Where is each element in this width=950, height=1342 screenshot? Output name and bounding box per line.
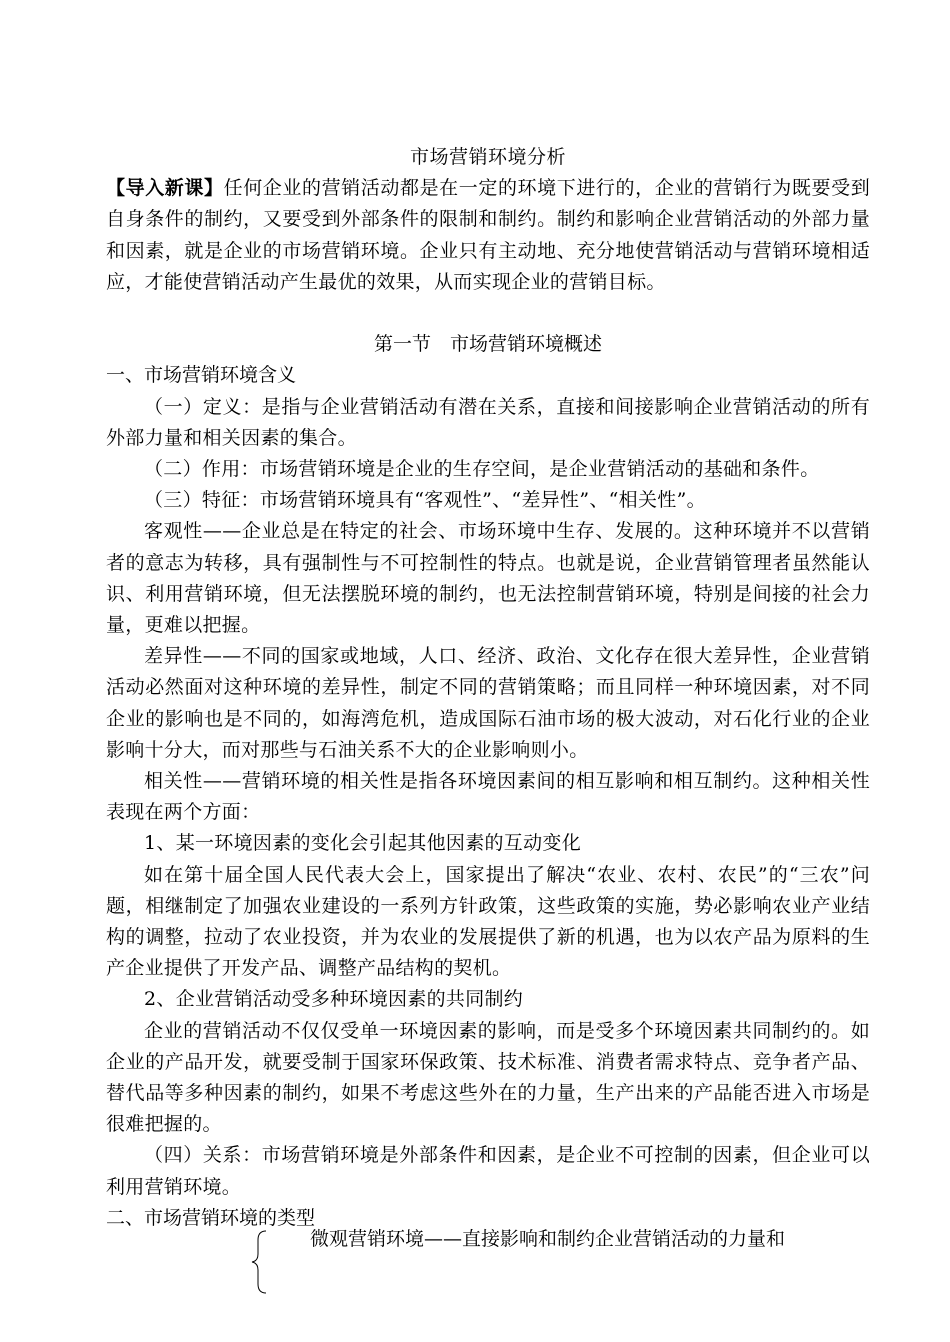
section-title: 第一节 市场营销环境概述 bbox=[373, 333, 602, 356]
left-brace-icon bbox=[250, 1230, 270, 1294]
paragraph-difference: 差异性——不同的国家或地域，人口、经济、政治、文化存在很大差异性，企业营销活动必然面对这种环境的差异性，制定不同的营销策略；而且同样一种环境因素，对不同企业的影响也是不同的，如海湾危机，造成国际石油市场的极大波动，对石化行业的企业影响十分大，而对那些与石油关系不大的企业影响则小。 bbox=[106, 645, 870, 761]
micro-environment-text: 微观营销环境——直接影响和制约企业营销活动的力量和 bbox=[310, 1228, 786, 1250]
intro-tag: 【导入新课】 bbox=[106, 177, 224, 200]
paragraph-definition: （一）定义：是指与企业营销活动有潜在关系，直接和间接影响企业营销活动的所有外部力量和相关因素的集合。 bbox=[106, 395, 870, 449]
paragraph-role: （二）作用：市场营销环境是企业的生存空间，是企业营销活动的基础和条件。 bbox=[144, 458, 820, 481]
paragraph-correlation: 相关性——营销环境的相关性是指各环境因素间的相互影响和相互制约。这种相关性表现在两个方面： bbox=[106, 770, 870, 824]
environment-types-brace bbox=[250, 1224, 890, 1304]
intro-paragraph bbox=[106, 173, 870, 298]
point-2-heading: 2、企业营销活动受多种环境因素的共同制约 bbox=[144, 988, 524, 1011]
intro-text: 任何企业的营销活动都是在一定的环境下进行的，企业的营销行为既要受到自身条件的制约，又要受到外部条件的限制和制约。制约和影响企业营销活动的外部力量和因素，就是企业的市场营销环境。企业只有主动地、充分地使营销活动与营销环境相适应，才能使营销活动产生最优的效果，从而实现企业的营销目标。 bbox=[106, 177, 870, 293]
point-1-heading: 1、某一环境因素的变化会引起其他因素的互动变化 bbox=[144, 832, 581, 855]
paragraph-relation: （四）关系：市场营销环境是外部条件和因素，是企业不可控制的因素，但企业可以利用营销环境。 bbox=[106, 1144, 870, 1198]
heading-types: 二、市场营销环境的类型 bbox=[106, 1206, 316, 1229]
document-title: 市场营销环境分析 bbox=[409, 146, 566, 168]
blank-line bbox=[106, 298, 870, 329]
paragraph-features: （三）特征：市场营销环境具有“客观性”、“差异性”、“相关性”。 bbox=[144, 489, 706, 512]
point-2-paragraph: 企业的营销活动不仅仅受单一环境因素的影响，而是受多个环境因素共同制约的。如企业的产品开发，就要受制于国家环保政策、技术标准、消费者需求特点、竞争者产品、替代品等多种因素的制约，如果不考虑这些外在的力量，生产出来的产品能否进入市场是很难把握的。 bbox=[106, 1019, 870, 1136]
document-body bbox=[106, 142, 870, 1234]
heading-meaning: 一、市场营销环境含义 bbox=[106, 364, 297, 387]
paragraph-objectivity: 客观性——企业总是在特定的社会、市场环境中生存、发展的。这种环境并不以营销者的意志为转移，具有强制性与不可控制性的特点。也就是说，企业营销管理者虽然能认识、利用营销环境，但无法摆脱环境的制约，也无法控制营销环境，特别是间接的社会力量，更难以把握。 bbox=[106, 520, 870, 637]
point-1-paragraph: 如在第十届全国人民代表大会上，国家提出了解决“农业、农村、农民”的“三农”问题，相继制定了加强农业建设的一系列方针政策，这些政策的实施，势必影响农业产业结构的调整，拉动了农业投资，并为农业的发展提供了新的机遇，也为以农产品为原料的生产企业提供了开发产品、调整产品结构的契机。 bbox=[106, 863, 870, 980]
